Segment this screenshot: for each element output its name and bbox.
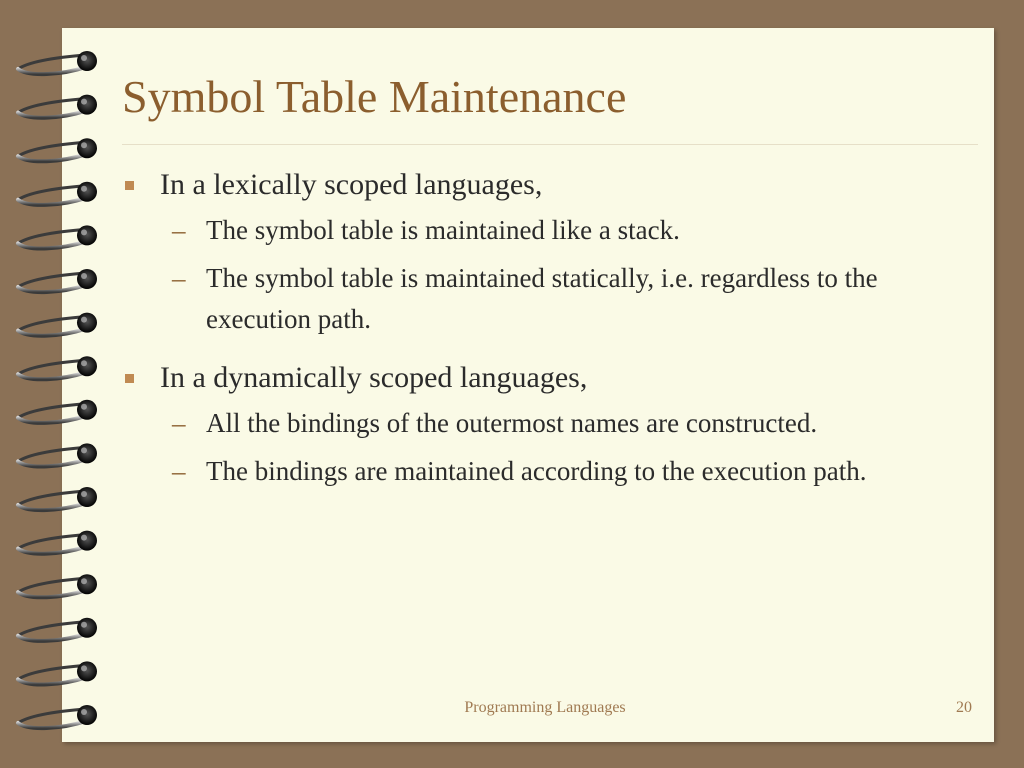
sub-bullet-text: The symbol table is maintained like a stack. xyxy=(206,215,680,245)
slide-content xyxy=(122,160,972,499)
binding-ring-icon xyxy=(18,574,97,597)
binding-ring-icon xyxy=(18,182,97,205)
square-bullet-icon xyxy=(125,181,134,190)
binding-ring-icon xyxy=(18,356,97,379)
binding-ring-icon xyxy=(18,618,97,641)
square-bullet-icon xyxy=(125,374,134,383)
dash-icon: – xyxy=(172,215,186,245)
binding-ring-icon xyxy=(18,487,97,510)
binding-ring-icon xyxy=(18,51,97,74)
bullet-item xyxy=(122,164,972,206)
sub-bullet-text: The bindings are maintained according to the execution path. xyxy=(206,456,867,486)
dash-icon: – xyxy=(172,456,186,486)
bullet-item xyxy=(122,357,972,399)
binding-ring-icon xyxy=(18,400,97,423)
title-divider xyxy=(122,144,978,145)
dash-icon: – xyxy=(172,408,186,438)
binding-ring-icon xyxy=(18,138,97,161)
footer-course-title: Programming Languages xyxy=(464,699,626,716)
slide-title: Symbol Table Maintenance xyxy=(122,71,627,122)
bullet-text: In a dynamically scoped languages, xyxy=(160,361,588,394)
binding-ring-icon xyxy=(18,313,97,336)
bullet-text: In a lexically scoped languages, xyxy=(160,168,543,201)
sub-bullet-item xyxy=(122,210,972,251)
sub-bullet-item xyxy=(122,451,972,492)
binding-ring-icon xyxy=(18,443,97,466)
sub-bullet-item xyxy=(122,403,972,444)
binding-ring-icon xyxy=(18,531,97,554)
sub-bullet-item xyxy=(122,258,972,340)
dash-icon: – xyxy=(172,263,186,293)
sub-bullet-text: All the bindings of the outermost names are constructed. xyxy=(206,408,818,438)
binding-ring-icon xyxy=(18,95,97,118)
binding-ring-icon xyxy=(18,269,97,292)
spiral-binding xyxy=(0,0,110,768)
binding-ring-icon xyxy=(18,661,97,684)
footer-page-number: 20 xyxy=(956,699,972,716)
sub-bullet-text: The symbol table is maintained statically, i.e. regardless to the execution path. xyxy=(206,263,878,334)
binding-ring-icon xyxy=(18,225,97,248)
